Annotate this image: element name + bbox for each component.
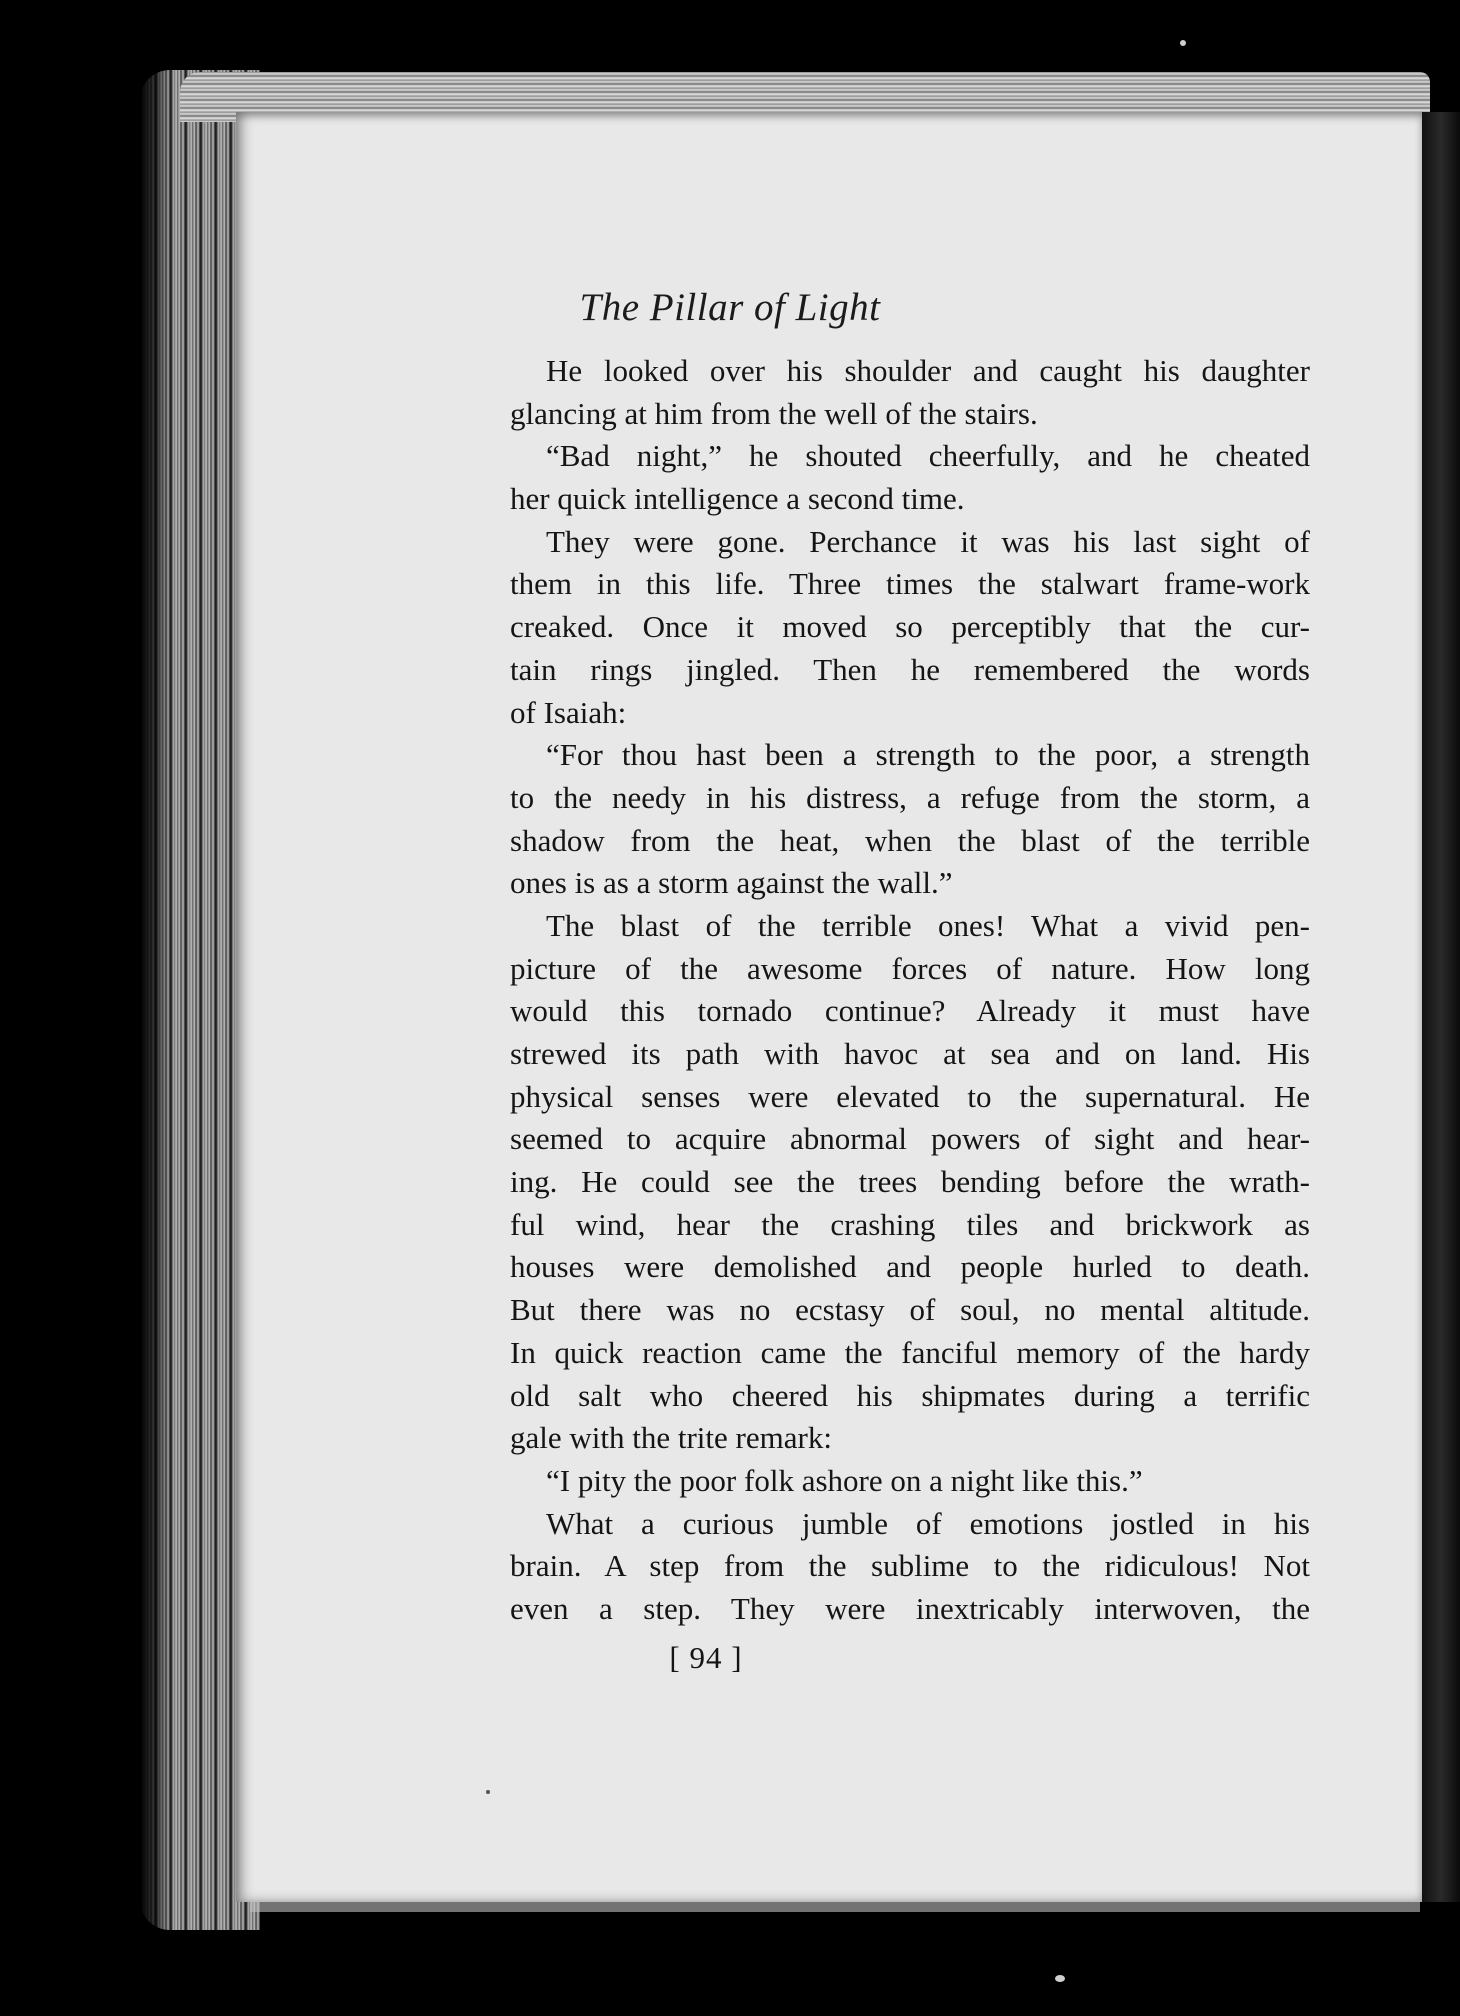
text-line: “For thou hast been a strength to the poor, a strength (546, 737, 1310, 773)
text-line: tain rings jingled. Then he remembered the words (510, 651, 1310, 687)
text-line: old salt who cheered his shipmates during a terrific (510, 1377, 1310, 1413)
text-line: The blast of the terrible ones! What a vivid pen- (546, 907, 1310, 943)
text-line: “Bad night,” he shouted cheerfully, and he cheated (546, 438, 1310, 474)
text-line: glancing at him from the well of the stairs. (510, 395, 1038, 431)
text-line: But there was no ecstasy of soul, no mental altitude. (510, 1292, 1310, 1328)
text-line: seemed to acquire abnormal powers of sight and hear- (510, 1121, 1310, 1157)
text-line: of Isaiah: (510, 694, 627, 730)
text-line: ing. He could see the trees bending before the wrath- (510, 1164, 1310, 1200)
text-line: physical senses were elevated to the supernatural. He (510, 1078, 1310, 1114)
text-line: What a curious jumble of emotions jostled in his (546, 1505, 1310, 1541)
text-line: her quick intelligence a second time. (510, 481, 965, 517)
text-line: them in this life. Three times the stalwart frame-work (510, 566, 1310, 602)
bottom-page-edge (250, 1900, 1420, 1912)
text-line: creaked. Once it moved so perceptibly that the cur- (510, 609, 1310, 645)
text-line: shadow from the heat, when the blast of the terrible (510, 822, 1310, 858)
text-line: They were gone. Perchance it was his last sight of (546, 523, 1310, 559)
text-line: brain. A step from the sublime to the ridiculous! Not (510, 1548, 1310, 1584)
text-line: even a step. They were inextricably interwoven, the (510, 1590, 1310, 1626)
text-line: In quick reaction came the fanciful memory of the hardy (510, 1334, 1310, 1370)
text-line: would this tornado continue? Already it must have (510, 993, 1310, 1029)
text-line: gale with the trite remark: (510, 1420, 832, 1456)
page-number: [ 94 ] (669, 1640, 743, 1675)
text-line: to the needy in his distress, a refuge from the storm, a (510, 779, 1310, 815)
running-head: The Pillar of Light (579, 286, 881, 329)
body-text (510, 350, 1310, 1631)
dust-speck (1055, 1975, 1065, 1982)
dust-speck (1180, 40, 1186, 46)
ink-speck (486, 1790, 490, 1794)
text-line: strewed its path with havoc at sea and on land. His (510, 1036, 1310, 1071)
text-line: picture of the awesome forces of nature. How long (510, 950, 1310, 986)
text-line: ones is as a storm against the wall.” (510, 865, 953, 901)
text-line: houses were demolished and people hurled to death. (510, 1249, 1310, 1285)
text-line: “I pity the poor folk ashore on a night like this.” (546, 1462, 1143, 1498)
text-line: ful wind, hear the crashing tiles and brickwork as (510, 1206, 1310, 1242)
right-margin-strip (1422, 112, 1460, 1902)
text-line: He looked over his shoulder and caught his daughter (546, 353, 1310, 388)
